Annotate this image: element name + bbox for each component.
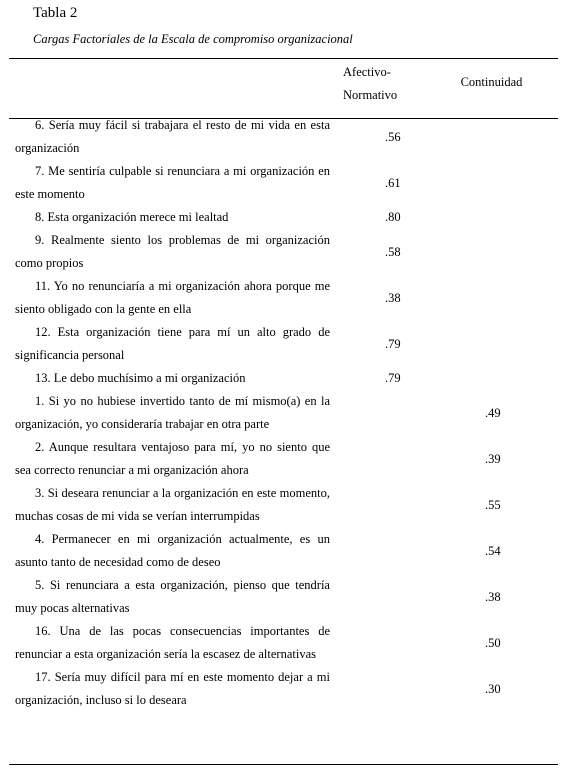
- item-text: 12. Esta organización tiene para mí un alto grado de significancia personal: [15, 325, 330, 362]
- loading-continuidad: .55: [485, 497, 501, 512]
- table-row: [0, 482, 567, 528]
- column-header-continuidad: Continuidad: [460, 75, 523, 89]
- item-text: 6. Sería muy fácil si trabajara el resto de mi vida en esta organización: [15, 118, 330, 155]
- table-row: [0, 620, 567, 666]
- table-label: Tabla 2: [33, 5, 78, 21]
- loading-afectivo-normativo: .61: [385, 175, 401, 190]
- item-text: 4. Permanecer en mi organización actualmente, es un asunto tanto de necesidad como de deseo: [15, 532, 330, 569]
- loading-afectivo-normativo: .79: [385, 336, 401, 351]
- loading-continuidad: .38: [485, 589, 501, 604]
- loading-continuidad: .54: [485, 543, 501, 558]
- loading-afectivo-normativo: .38: [385, 290, 401, 305]
- table-row: [0, 321, 567, 367]
- loading-continuidad: .50: [485, 635, 501, 650]
- item-text: 17. Sería muy difícil para mí en este momento dejar a mi organización, incluso si lo deseara: [15, 670, 330, 707]
- table-row: [0, 528, 567, 574]
- item-text: 8. Esta organización merece mi lealtad: [35, 210, 229, 224]
- item-text: 11. Yo no renunciaría a mi organización ahora porque me siento obligado con la gente en ella: [15, 279, 330, 316]
- table-row: [0, 206, 567, 229]
- table-row: [0, 160, 567, 206]
- table-row: [0, 574, 567, 620]
- loading-continuidad: .30: [485, 681, 501, 696]
- table-row: [0, 114, 567, 160]
- item-text: 7. Me sentiría culpable si renunciara a mi organización en este momento: [15, 164, 330, 201]
- table-row: [0, 229, 567, 275]
- item-text: 2. Aunque resultara ventajoso para mí, yo no siento que sea correcto renunciar a mi organización ahora: [15, 440, 330, 477]
- item-text: 13. Le debo muchísimo a mi organización: [35, 371, 246, 385]
- item-text: 3. Si deseara renunciar a la organización en este momento, muchas cosas de mi vida se verían interrumpidas: [15, 486, 330, 523]
- column-header-afectivo-normativo: [343, 61, 413, 107]
- loading-afectivo-normativo: .80: [385, 210, 401, 224]
- table-row: [0, 436, 567, 482]
- table-row: [0, 666, 567, 712]
- table-row: [0, 275, 567, 321]
- bottom-rule: [9, 764, 558, 765]
- loading-continuidad: .39: [485, 451, 501, 466]
- column-header-afectivo-line1: Afectivo-: [343, 65, 391, 79]
- loading-afectivo-normativo: .79: [385, 371, 401, 385]
- loading-afectivo-normativo: .58: [385, 244, 401, 259]
- item-text: 9. Realmente siento los problemas de mi organización como propios: [15, 233, 330, 270]
- item-text: 16. Una de las pocas consecuencias importantes de renunciar a esta organización sería la escasez de alternativas: [15, 624, 330, 661]
- table-row: [0, 390, 567, 436]
- column-header-afectivo-line2: Normativo: [343, 88, 398, 102]
- table-body: [0, 114, 567, 712]
- loading-continuidad: .49: [485, 405, 501, 420]
- loading-afectivo-normativo: .56: [385, 129, 401, 144]
- item-text: 1. Si yo no hubiese invertido tanto de mí mismo(a) en la organización, yo consideraría trabajar en otra parte: [15, 394, 330, 431]
- item-text: 5. Si renunciara a esta organización, pienso que tendría muy pocas alternativas: [15, 578, 330, 615]
- table-row: [0, 367, 567, 390]
- table-caption: Cargas Factoriales de la Escala de compromiso organizacional: [33, 32, 353, 46]
- top-rule: [9, 58, 558, 59]
